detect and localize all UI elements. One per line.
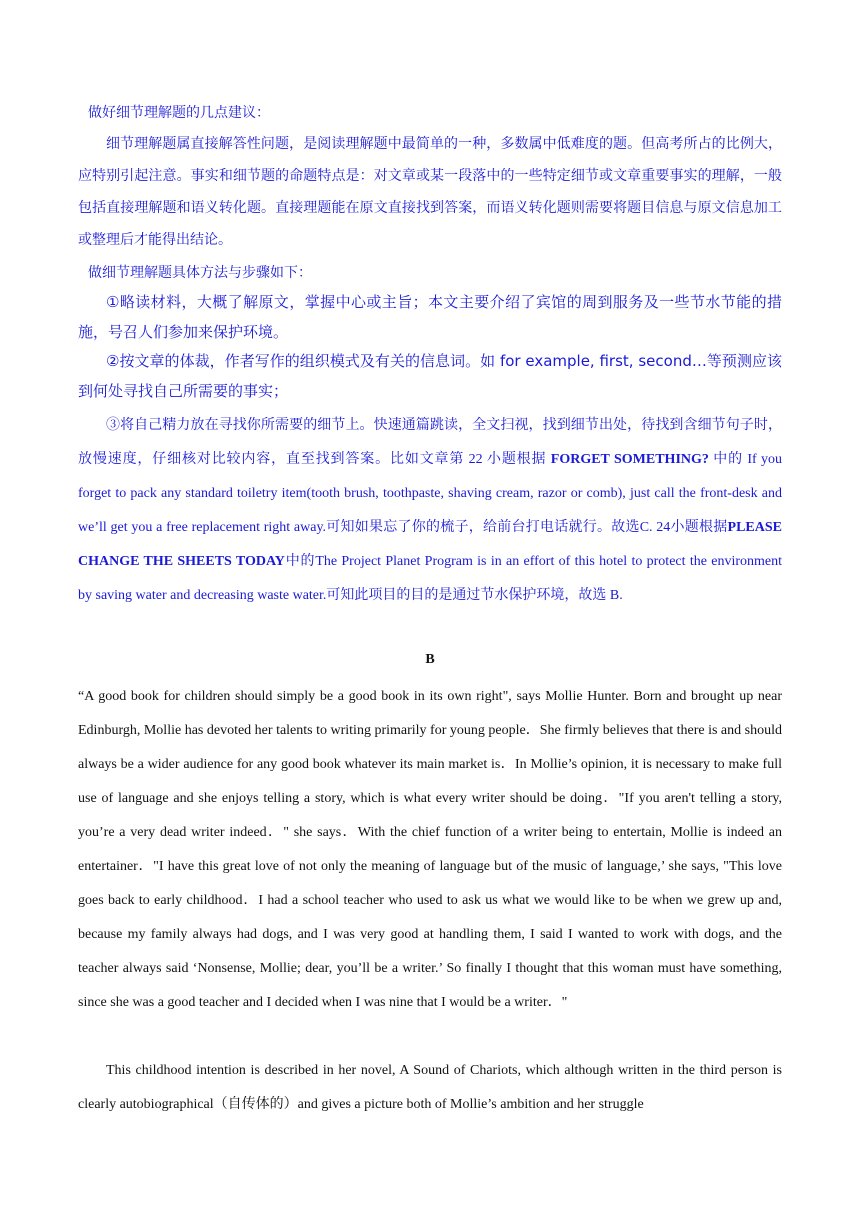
tips-heading: 做好细节理解题的几点建议：: [88, 106, 270, 121]
step-3-bold-1: FORGET SOMETHING?: [550, 452, 709, 467]
step-3-bold-2: PLEASE CHANGE THE SHEETS TODAY: [78, 520, 782, 569]
tips-intro-paragraph: 细节理解题属直接解答性问题，是阅读理解题中最简单的一种，多数属中低难度的题。但高考所占的比例大，应特别引起注意。事实和细节题的命题特点是：对文章或某一段落中的一些特定细节或文章重要事实的理解，一般包括直接理解题和语义转化题。直接理题能在原文直接找到答案，而语义转化题则需要将题目信息与原文信息加工或整理后才能得出结论。: [78, 137, 782, 248]
passage-paragraph-1: “A good book for children should simply be a good book in its own right", says Mollie Hunter. Born and brought up near Edinburgh, Mollie has devoted her talents to writing primarily for young people．She firmly believes that there is and should always be a wider audience for any good book whatever its main market is．In Mollie’s opinion, it is necessary to make full use of language and she enjoys telling a story, which is what every writer should be doing．"If you aren't telling a story, you’re a very dead writer indeed．" she says．With the chief function of a writer being to entertain, Mollie is indeed an entertainer．"I have this great love of not only the meaning of language but of the music of language,’ she says, "This love goes back to early childhood．I had a school teacher who used to ask us what we would like to be when we grew up and, because my family always had dogs, and I was very good at handling them, I said I wanted to work with dogs, and the teacher always said ‘Nonsense, Mollie; dear, you’ll be a writer.’ So finally I thought that this woman must have something, since she was a good teacher and I decided when I was nine that I would be a writer．": [78, 689, 782, 1010]
step-2-paragraph: ②按文章的体裁，作者写作的组织模式及有关的信息词。如 for example, first, second…等预测应该到何处寻找自己所需要的事实；: [78, 352, 782, 400]
step-1-paragraph: ①略读材料，大概了解原文，掌握中心或主旨；本文主要介绍了宾馆的周到服务及一些节水节能的措施，号召人们参加来保护环境。: [78, 293, 782, 341]
step-3-paragraph: [78, 409, 782, 613]
steps-heading: 做细节理解题具体方法与步骤如下：: [88, 265, 312, 281]
step-3-text-3: 中的The Project Planet Program is in an effort of this hotel to protect the environment by saving water and decreasing waste water.可知此项目的目的是通过节水保护环境，故选 B.: [78, 554, 782, 603]
step-3-text-1: ③将自己精力放在寻找你所需要的细节上。快速通篇跳读，全文扫视，找到细节出处，待找到含细节句子时，放慢速度，仔细核对比较内容，直至找到答案。比如文章第 22 小题根据: [78, 418, 782, 467]
step-3-text-2: 中的 If you forget to pack any standard toiletry item(tooth brush, toothpaste, shaving cream, razor or comb), just call the front-desk and we’ll get you a free replacement right away.可知如果忘了你的梳子，给前台打电话就行。故选C. 24小题根据: [78, 452, 782, 535]
passage-letter: B: [425, 652, 435, 667]
passage-paragraph-2: This childhood intention is described in her novel, A Sound of Chariots, which although written in the third person is clearly autobiographical（自传体的）and gives a picture both of Mollie’s ambition and her struggle: [78, 1063, 782, 1112]
